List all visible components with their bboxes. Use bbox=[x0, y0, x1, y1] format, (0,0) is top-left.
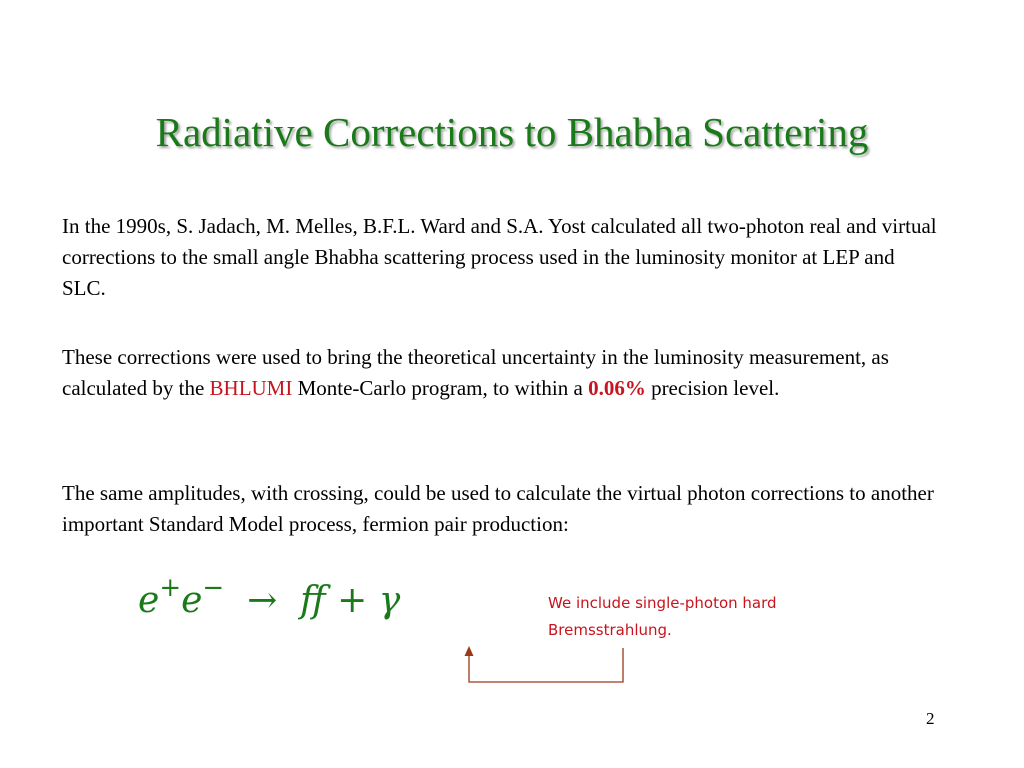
equation-minus-superscript: − bbox=[202, 573, 225, 603]
paragraph-bhlumi-text-3: precision level. bbox=[645, 376, 780, 400]
equation-positron: e bbox=[181, 580, 203, 621]
bremsstrahlung-annotation: We include single-photon hard Bremsstrahlung. bbox=[548, 594, 777, 639]
equation-photon: γ bbox=[378, 580, 401, 621]
equation-plus: + bbox=[337, 580, 368, 621]
slide-title: Radiative Corrections to Bhabha Scattering bbox=[155, 109, 869, 155]
paragraph-bhlumi-text-2: Monte-Carlo program, to within a bbox=[292, 376, 589, 400]
bhlumi-program-name: BHLUMI bbox=[209, 376, 293, 400]
equation-plus-superscript: + bbox=[159, 573, 182, 603]
paragraph-crossing: The same amplitudes, with crossing, could be used to calculate the virtual photon corrections to another important Standard Model process, fermion pair production: bbox=[62, 481, 934, 536]
precision-value: 0.06% bbox=[588, 376, 646, 400]
paragraph-bhlumi bbox=[62, 342, 942, 404]
process-equation bbox=[138, 573, 401, 621]
paragraph-history: In the 1990s, S. Jadach, M. Melles, B.F.L. Ward and S.A. Yost calculated all two-photon real and virtual corrections to the small angle Bhabha scattering process used in the luminosity monitor at LEP and SLC. bbox=[62, 214, 937, 300]
equation-arrow: → bbox=[247, 580, 278, 621]
paragraph-bhlumi-text-1: These corrections were used to bring the theoretical uncertainty in the luminosity measurement, as calculated by the bbox=[62, 345, 889, 400]
page-number: 2 bbox=[926, 709, 935, 728]
equation-fermion: f bbox=[300, 580, 326, 621]
equation-electron: e bbox=[138, 580, 160, 621]
annotation-arrow-icon bbox=[460, 644, 630, 686]
